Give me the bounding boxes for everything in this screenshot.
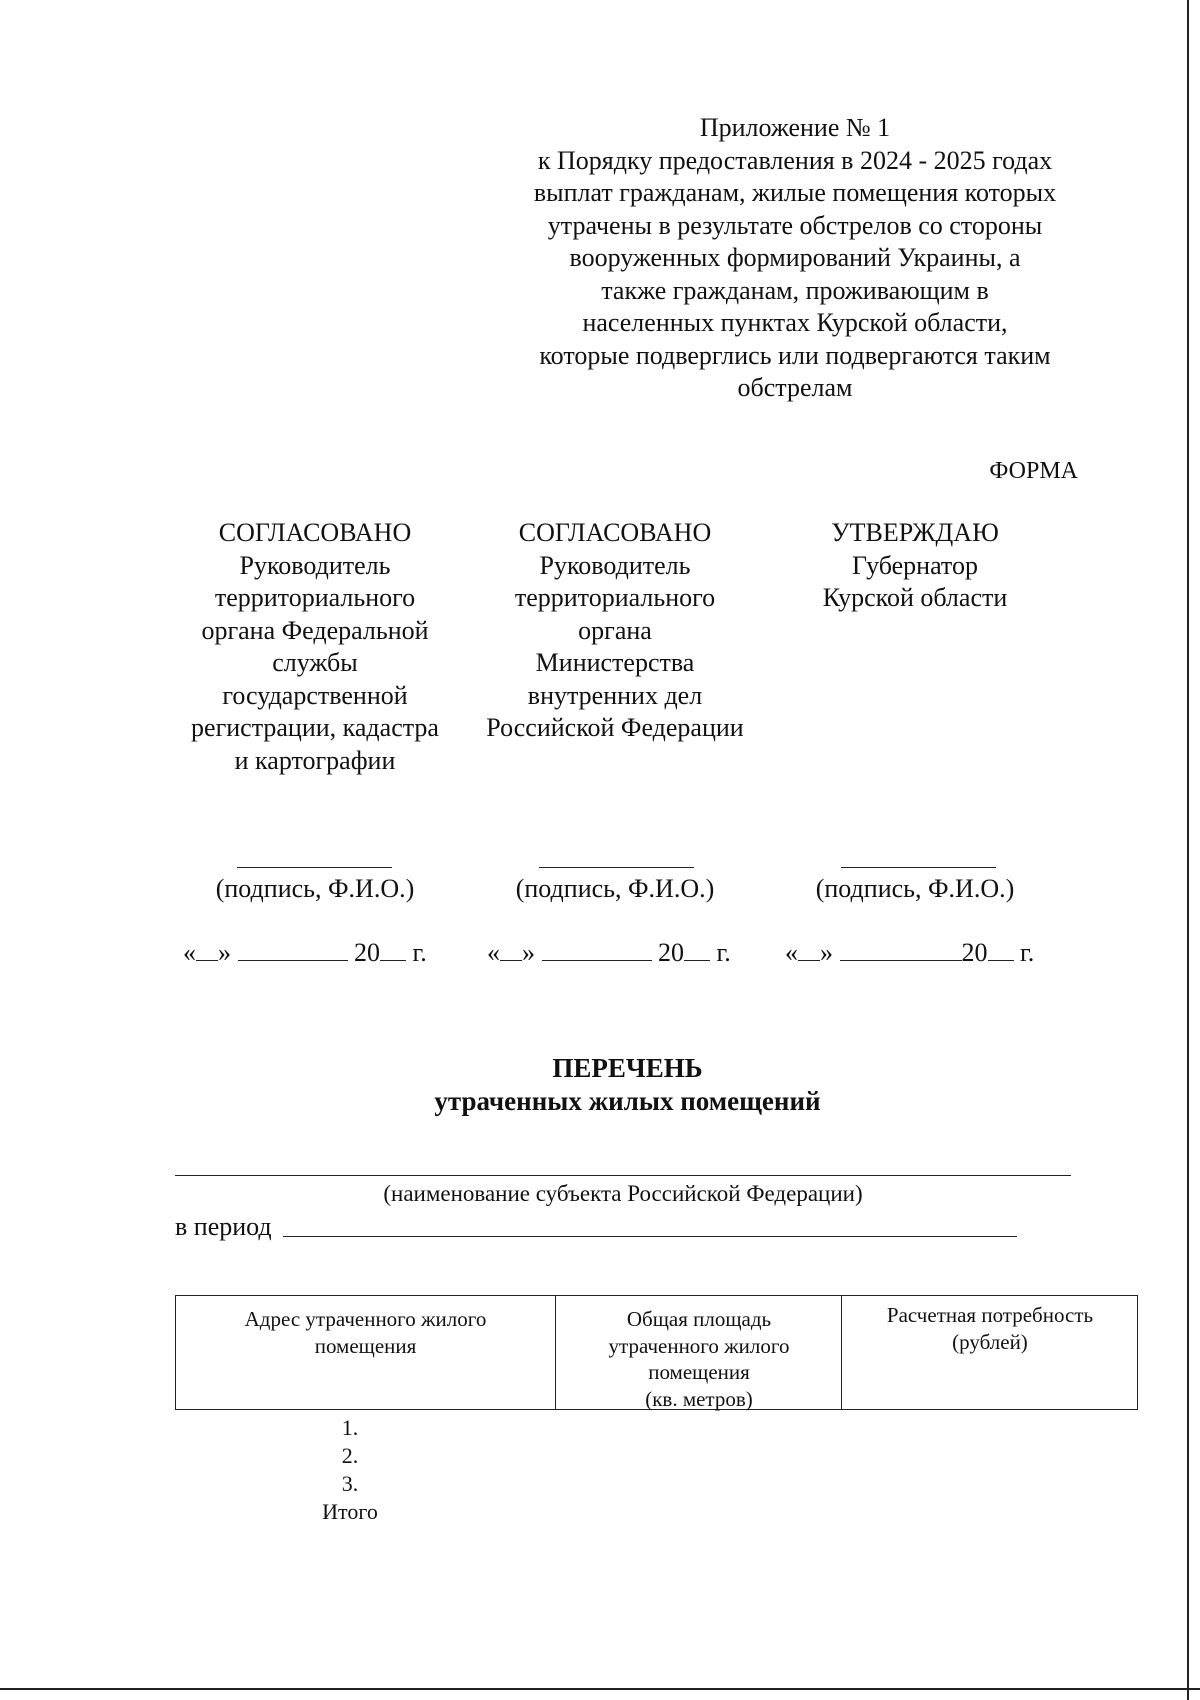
table-row-total: Итого	[322, 1499, 378, 1524]
appendix-line: которые подверглись или подвергаются таким	[539, 340, 1051, 370]
period-line[interactable]	[283, 1236, 1017, 1237]
appendix-line: выплат гражданам, жилые помещения которых	[533, 178, 1057, 207]
approval-heading: УТВЕРЖДАЮ	[831, 518, 999, 547]
month-blank[interactable]	[542, 938, 652, 961]
day-blank[interactable]	[798, 938, 820, 961]
date-quote-close: »	[218, 938, 231, 967]
approval-position: Руководитель территориального органа Министерства внутренних дел Российской Федерации	[486, 550, 744, 742]
table-rows	[290, 1414, 410, 1526]
title-sub: утраченных жилых помещений	[434, 1086, 821, 1116]
header-address: Адрес утраченного жилого помещения	[244, 1307, 487, 1358]
title-main: ПЕРЕЧЕНЬ	[552, 1053, 703, 1083]
approval-block-rosreestr	[170, 517, 460, 777]
approval-position: Руководитель территориального органа Федеральной службы государственной регистрации, кадастра и картографии	[191, 550, 439, 775]
appendix-line: обстрелам	[737, 373, 853, 402]
day-blank[interactable]	[500, 938, 522, 961]
page-edge-bottom	[0, 1688, 1200, 1690]
appendix-line: Приложение № 1	[699, 113, 891, 142]
table-column-divider	[841, 1296, 842, 1409]
date-year-suffix: г.	[412, 938, 427, 967]
document-title	[0, 1052, 1200, 1118]
year-blank[interactable]	[684, 938, 710, 961]
table-row: 2.	[341, 1443, 359, 1468]
appendix-line: к Порядку предоставления в 2024 - 2025 годах	[537, 145, 1053, 175]
appendix-line: населенных пунктах Курской области,	[582, 308, 1008, 337]
approval-block-mvd	[470, 517, 760, 745]
table-column-divider	[555, 1296, 556, 1409]
date-year-suffix: г.	[716, 938, 731, 967]
signature-caption: (подпись, Ф.И.О.)	[515, 874, 715, 903]
date-year-suffix: г.	[1020, 938, 1035, 967]
year-blank[interactable]	[380, 938, 406, 961]
month-blank[interactable]	[840, 938, 962, 961]
signature-line[interactable]	[237, 867, 392, 869]
header-area: Общая площадь утраченного жилого помещения (кв. метров)	[608, 1307, 790, 1411]
date-field[interactable]	[183, 938, 427, 968]
date-quote-close: »	[522, 938, 535, 967]
date-year-prefix: 20	[658, 938, 684, 967]
year-blank[interactable]	[988, 938, 1014, 961]
date-quote-close: »	[820, 938, 833, 967]
month-blank[interactable]	[238, 938, 348, 961]
approval-block-governor	[770, 517, 1060, 615]
period-label: в период	[175, 1212, 272, 1241]
header-estimated-need: Расчетная потребность (рублей)	[886, 1303, 1094, 1354]
page-edge-right	[1187, 0, 1189, 1700]
date-field[interactable]	[785, 938, 1034, 968]
subject-name-line[interactable]	[175, 1175, 1071, 1176]
date-quote-open: «	[487, 938, 500, 967]
date-quote-open: «	[785, 938, 798, 967]
signature-caption: (подпись, Ф.И.О.)	[815, 874, 1015, 903]
date-year-prefix: 20	[961, 938, 988, 967]
signature-line[interactable]	[841, 867, 996, 869]
date-field[interactable]	[487, 938, 731, 968]
signature-caption: (подпись, Ф.И.О.)	[215, 874, 415, 903]
approval-heading: СОГЛАСОВАНО	[518, 518, 712, 547]
lost-housing-table	[175, 1295, 1138, 1410]
approval-heading: СОГЛАСОВАНО	[218, 518, 412, 547]
table-row: 1.	[341, 1415, 359, 1440]
subject-name-caption: (наименование субъекта Российской Федерации)	[383, 1181, 863, 1206]
date-quote-open: «	[183, 938, 196, 967]
appendix-line: вооруженных формирований Украины, а	[569, 243, 1021, 272]
appendix-header	[500, 112, 1090, 405]
appendix-line: утрачены в результате обстрелов со стороны	[547, 210, 1043, 240]
table-row: 3.	[341, 1471, 359, 1496]
appendix-line: также гражданам, проживающим в	[601, 275, 989, 305]
form-label: ФОРМА	[989, 458, 1078, 484]
signature-line[interactable]	[539, 867, 694, 869]
date-year-prefix: 20	[354, 938, 380, 967]
approval-position: Губернатор Курской области	[822, 550, 1008, 612]
day-blank[interactable]	[196, 938, 218, 961]
